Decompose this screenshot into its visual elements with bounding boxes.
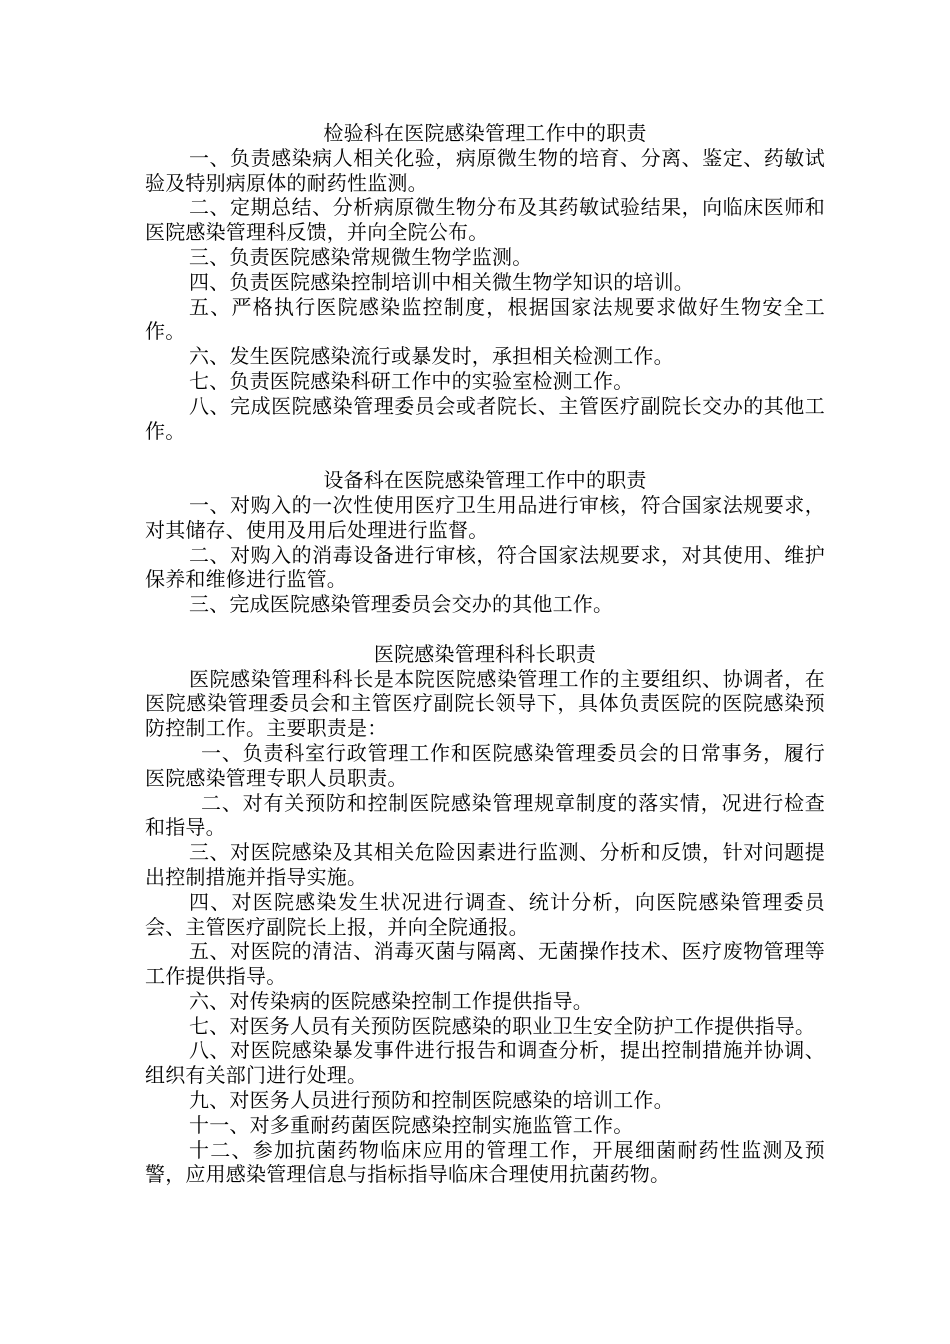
equipment-duty-1: 一、对购入的一次性使用医疗卫生用品进行审核，符合国家法规要求，对其储存、使用及用后处理进行监督。 <box>145 492 825 542</box>
lab-duty-3: 三、负责医院感染常规微生物学监测。 <box>189 244 533 269</box>
chief-duty-8: 八、对医院感染暴发事件进行报告和调查分析，提出控制措施并协调、组织有关部门进行处理。 <box>145 1038 825 1088</box>
chief-duty-7: 七、对医务人员有关预防医院感染的职业卫生安全防护工作提供指导。 <box>189 1013 816 1038</box>
lab-duty-2: 二、定期总结、分析病原微生物分布及其药敏试验结果，向临床医师和医院感染管理科反馈，并向全院公布。 <box>145 195 825 245</box>
lab-duty-8: 八、完成医院感染管理委员会或者院长、主管医疗副院长交办的其他工作。 <box>145 393 825 443</box>
chief-duty-1: 一、负责科室行政管理工作和医院感染管理委员会的日常事务，履行医院感染管理专职人员职责。 <box>145 740 825 790</box>
chief-duty-12: 十二、参加抗菌药物临床应用的管理工作，开展细菌耐药性监测及预警，应用感染管理信息与指标指导临床合理使用抗菌药物。 <box>145 1137 825 1187</box>
lab-duty-1: 一、负责感染病人相关化验，病原微生物的培育、分离、鉴定、药敏试验及特别病原体的耐药性监测。 <box>145 145 825 195</box>
chief-duty-11: 十一、对多重耐药菌医院感染控制实施监管工作。 <box>189 1112 634 1137</box>
chief-duty-9: 九、对医务人员进行预防和控制医院感染的培训工作。 <box>189 1088 674 1113</box>
chief-intro: 医院感染管理科科长是本院医院感染管理工作的主要组织、协调者，在医院感染管理委员会和主管医疗副院长领导下，具体负责医院的医院感染预防控制工作。主要职责是： <box>145 666 825 741</box>
lab-duty-5: 五、严格执行医院感染监控制度，根据国家法规要求做好生物安全工作。 <box>145 294 825 344</box>
chief-duty-4: 四、对医院感染发生状况进行调查、统计分析，向医院感染管理委员会、主管医疗副院长上报，并向全院通报。 <box>145 889 825 939</box>
equipment-duty-2: 二、对购入的消毒设备进行审核，符合国家法规要求，对其使用、维护保养和维修进行监管。 <box>145 542 825 592</box>
section-title-infection-chief: 医院感染管理科科长职责 <box>373 641 597 666</box>
equipment-duty-3: 三、完成医院感染管理委员会交办的其他工作。 <box>189 592 614 617</box>
chief-duty-6: 六、对传染病的医院感染控制工作提供指导。 <box>189 988 593 1013</box>
lab-duty-7: 七、负责医院感染科研工作中的实验室检测工作。 <box>189 368 634 393</box>
section-spacer <box>145 443 825 468</box>
chief-duty-2: 二、对有关预防和控制医院感染管理规章制度的落实情，况进行检查和指导。 <box>145 790 825 840</box>
section-title-equipment: 设备科在医院感染管理工作中的职责 <box>323 468 647 493</box>
section-title-lab: 检验科在医院感染管理工作中的职责 <box>323 121 647 145</box>
lab-duty-6: 六、发生医院感染流行或暴发时，承担相关检测工作。 <box>189 344 674 369</box>
document-page <box>145 121 825 1187</box>
chief-duty-3: 三、对医院感染及其相关危险因素进行监测、分析和反馈，针对问题提出控制措施并指导实施。 <box>145 840 825 889</box>
section-spacer <box>145 617 825 642</box>
chief-duty-5: 五、对医院的清洁、消毒灭菌与隔离、无菌操作技术、医疗废物管理等工作提供指导。 <box>145 939 825 989</box>
lab-duty-4: 四、负责医院感染控制培训中相关微生物学知识的培训。 <box>189 269 694 294</box>
